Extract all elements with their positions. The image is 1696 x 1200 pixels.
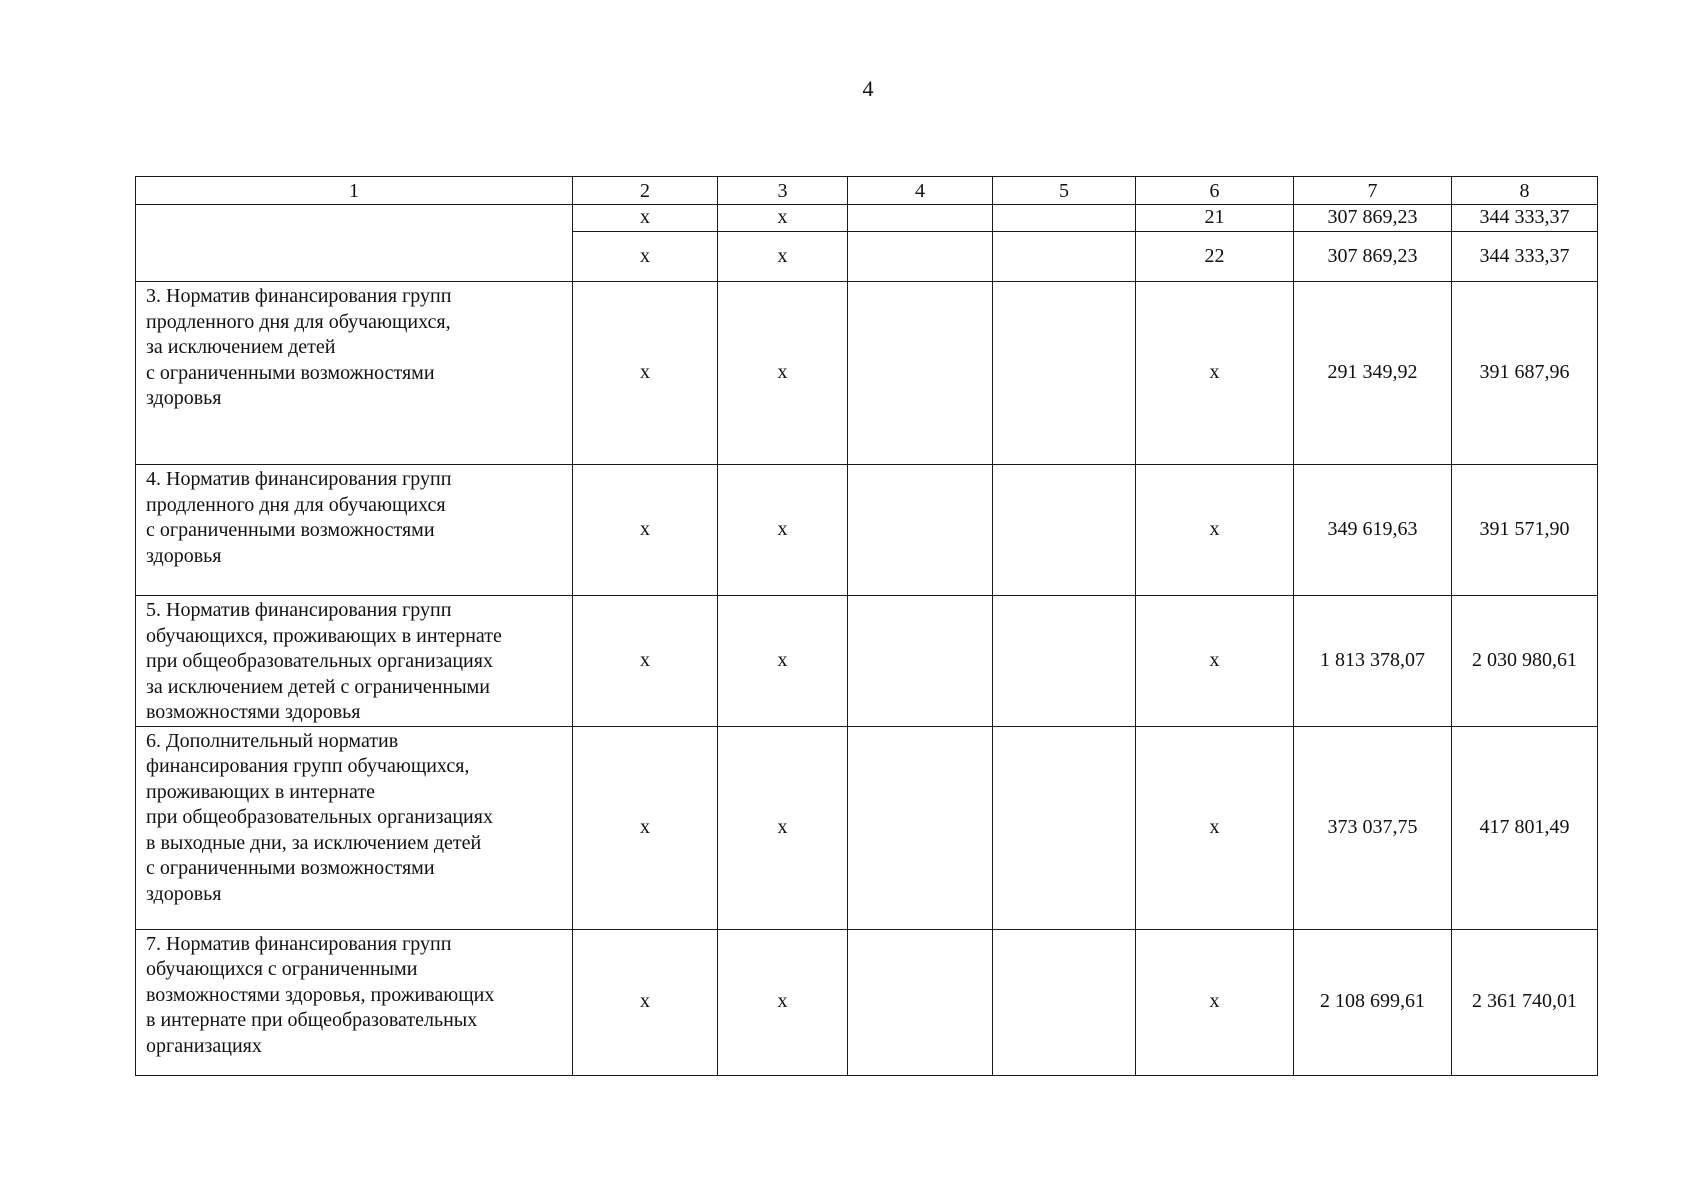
row-description: 4. Норматив финансирования групп продленного дня для обучающихся с ограниченными возможностями здоровья <box>136 465 573 596</box>
column-number-row <box>136 177 1598 205</box>
cell-col4 <box>848 465 993 596</box>
cell-col6: 22 <box>1136 232 1294 282</box>
row-description: 3. Норматив финансирования групп продленного дня для обучающихся, за исключением детей с ограниченными возможностями здоровья <box>136 282 573 465</box>
cell-col7: 2 108 699,61 <box>1294 929 1452 1075</box>
cell-col7: 349 619,63 <box>1294 465 1452 596</box>
table-row <box>136 929 1598 1075</box>
cell-col4 <box>848 232 993 282</box>
column-header: 1 <box>136 177 573 205</box>
cell-col8: 344 333,37 <box>1452 205 1598 232</box>
cell-col8: 391 687,96 <box>1452 282 1598 465</box>
cell-col4 <box>848 205 993 232</box>
table-row <box>136 596 1598 727</box>
cell-col5 <box>993 929 1136 1075</box>
cell-col2: x <box>573 596 718 727</box>
cell-col3: x <box>718 596 848 727</box>
cell-col5 <box>993 205 1136 232</box>
cell-col8: 2 030 980,61 <box>1452 596 1598 727</box>
cell-col3: x <box>718 465 848 596</box>
cell-col6: x <box>1136 929 1294 1075</box>
cell-col3: x <box>718 232 848 282</box>
cell-col6: x <box>1136 282 1294 465</box>
cell-col3: x <box>718 929 848 1075</box>
row-description: 5. Норматив финансирования групп обучающихся, проживающих в интернате при общеобразовательных организациях за исключением детей с ограниченными возможностями здоровья <box>136 596 573 727</box>
row-description: 6. Дополнительный норматив финансирования групп обучающихся, проживающих в интернате при общеобразовательных организациях в выходные дни, за исключением детей с ограниченными возможностями здоровья <box>136 726 573 929</box>
cell-col8: 344 333,37 <box>1452 232 1598 282</box>
cell-col7: 307 869,23 <box>1294 205 1452 232</box>
column-header: 3 <box>718 177 848 205</box>
cell-col6: x <box>1136 596 1294 727</box>
cell-col2: x <box>573 205 718 232</box>
row-description <box>136 205 573 282</box>
column-header: 4 <box>848 177 993 205</box>
cell-col2: x <box>573 726 718 929</box>
cell-col4 <box>848 596 993 727</box>
table-row <box>136 282 1598 465</box>
cell-col3: x <box>718 282 848 465</box>
cell-col7: 1 813 378,07 <box>1294 596 1452 727</box>
column-header: 2 <box>573 177 718 205</box>
cell-col3: x <box>718 726 848 929</box>
cell-col3: x <box>718 205 848 232</box>
cell-col2: x <box>573 929 718 1075</box>
cell-col6: x <box>1136 465 1294 596</box>
cell-col8: 2 361 740,01 <box>1452 929 1598 1075</box>
cell-col5 <box>993 232 1136 282</box>
page-number: 4 <box>862 76 874 101</box>
table-row <box>136 726 1598 929</box>
financing-norms-table <box>135 176 1598 1076</box>
cell-col8: 391 571,90 <box>1452 465 1598 596</box>
cell-col4 <box>848 929 993 1075</box>
column-header: 6 <box>1136 177 1294 205</box>
cell-col8: 417 801,49 <box>1452 726 1598 929</box>
row-description: 7. Норматив финансирования групп обучающихся с ограниченными возможностями здоровья, проживающих в интернате при общеобразовательных организациях <box>136 929 573 1075</box>
table-row <box>136 205 1598 232</box>
cell-col6: 21 <box>1136 205 1294 232</box>
cell-col2: x <box>573 465 718 596</box>
cell-col7: 307 869,23 <box>1294 232 1452 282</box>
cell-col5 <box>993 596 1136 727</box>
cell-col4 <box>848 726 993 929</box>
column-header: 7 <box>1294 177 1452 205</box>
cell-col2: x <box>573 282 718 465</box>
column-header: 8 <box>1452 177 1598 205</box>
cell-col2: x <box>573 232 718 282</box>
cell-col6: x <box>1136 726 1294 929</box>
cell-col7: 291 349,92 <box>1294 282 1452 465</box>
cell-col5 <box>993 465 1136 596</box>
cell-col5 <box>993 282 1136 465</box>
cell-col4 <box>848 282 993 465</box>
table-row <box>136 465 1598 596</box>
cell-col7: 373 037,75 <box>1294 726 1452 929</box>
cell-col5 <box>993 726 1136 929</box>
column-header: 5 <box>993 177 1136 205</box>
